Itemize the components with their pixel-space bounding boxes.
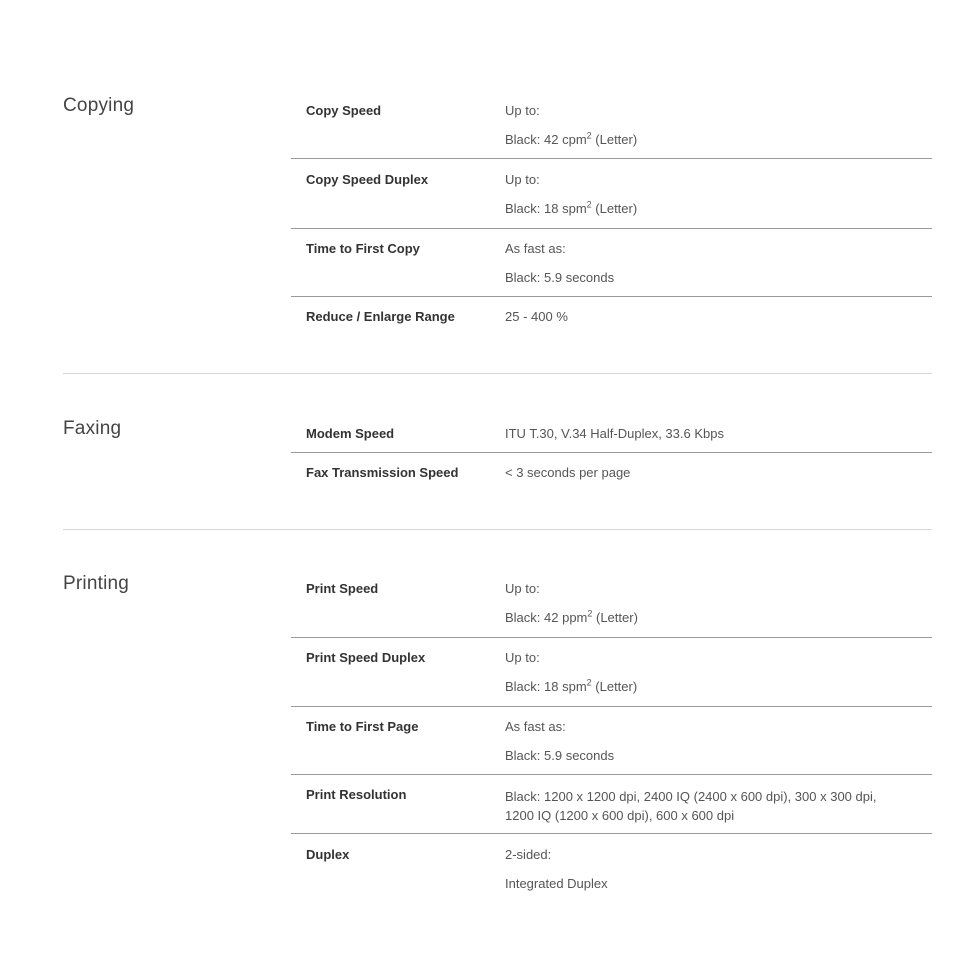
footnote-marker: 2 (586, 677, 592, 688)
spec-label: Print Speed (306, 581, 379, 596)
value-line (505, 201, 925, 216)
value-line: As fast as: (505, 719, 566, 734)
spec-label: Copy Speed Duplex (306, 172, 429, 187)
spec-label: Print Resolution (306, 787, 407, 802)
value-line (505, 610, 925, 625)
value-line (505, 132, 925, 147)
value-line: Black: 5.9 seconds (505, 270, 615, 285)
value-text: Black: 42 cpm (505, 132, 587, 147)
spec-label: Duplex (306, 847, 350, 862)
spec-value (505, 465, 925, 480)
row-divider (291, 452, 932, 453)
spec-value (505, 172, 925, 216)
row-divider (291, 774, 932, 775)
value-line: 2-sided: (505, 847, 552, 862)
footnote-marker: 2 (586, 199, 592, 210)
row-divider (291, 158, 932, 159)
spec-value (505, 426, 925, 441)
spec-label: Print Speed Duplex (306, 650, 426, 665)
footnote-marker: 2 (586, 130, 592, 141)
section-title: Faxing (63, 418, 122, 439)
spec-label: Copy Speed (306, 103, 382, 118)
section-title: Printing (63, 573, 130, 594)
section-title: Copying (63, 95, 135, 116)
value-line: Up to: (505, 650, 540, 665)
spec-value (505, 581, 925, 625)
value-line: Up to: (505, 103, 540, 118)
value-line: Integrated Duplex (505, 876, 608, 891)
spec-value (505, 847, 925, 891)
section-divider (63, 529, 932, 530)
spec-value (505, 787, 925, 825)
value-text: (Letter) (591, 201, 638, 216)
value-text: (Letter) (591, 679, 638, 694)
spec-value (505, 719, 925, 763)
value-line: < 3 seconds per page (505, 465, 631, 480)
footnote-marker: 2 (587, 608, 593, 619)
spec-value (505, 650, 925, 694)
value-text: Black: 42 ppm (505, 610, 588, 625)
value-text: Black: 18 spm (505, 679, 587, 694)
spec-label: Modem Speed (306, 426, 395, 441)
row-divider (291, 637, 932, 638)
value-text: (Letter) (591, 132, 638, 147)
spec-value (505, 241, 925, 285)
spec-value (505, 309, 925, 324)
row-divider (291, 228, 932, 229)
value-line: 25 - 400 % (505, 309, 568, 324)
spec-label: Reduce / Enlarge Range (306, 309, 455, 324)
spec-label: Time to First Copy (306, 241, 420, 256)
value-text: Black: 18 spm (505, 201, 587, 216)
value-line: As fast as: (505, 241, 566, 256)
value-line: Black: 1200 x 1200 dpi, 2400 IQ (2400 x 600 dpi), 300 x 300 dpi, (505, 789, 877, 804)
spec-label: Time to First Page (306, 719, 419, 734)
value-line: Up to: (505, 581, 540, 596)
value-line: Black: 5.9 seconds (505, 748, 615, 763)
value-line: 1200 IQ (1200 x 600 dpi), 600 x 600 dpi (505, 808, 735, 823)
spec-label: Fax Transmission Speed (306, 465, 459, 480)
row-divider (291, 833, 932, 834)
value-line: ITU T.30, V.34 Half-Duplex, 33.6 Kbps (505, 426, 724, 441)
value-line (505, 679, 925, 694)
section-divider (63, 373, 932, 374)
value-text: (Letter) (592, 610, 638, 625)
row-divider (291, 706, 932, 707)
spec-value (505, 103, 925, 147)
row-divider (291, 296, 932, 297)
value-line: Up to: (505, 172, 540, 187)
